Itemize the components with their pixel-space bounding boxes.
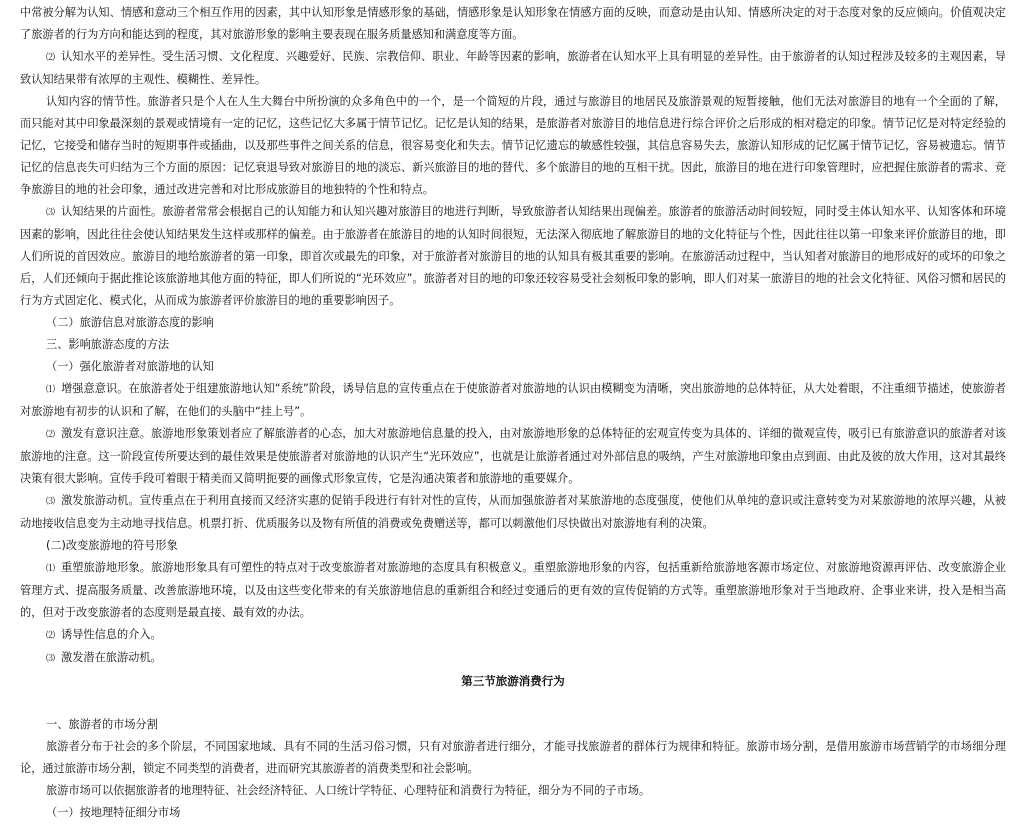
section-heading <box>20 802 1006 824</box>
paragraph-text: 增强意意识。在旅游者处于组建旅游地认知“系统”阶段，诱导信息的宣传重点在于使旅游者对旅游地的认识由模糊变为清晰，突出旅游地的总体特征，从大处着眼，不注重细节描述，使旅游者对旅游地有初步的认识和了解，在他们的头脑中“挂上号”。 <box>20 382 1006 418</box>
paragraph-text: 三、影响旅游态度的方法 <box>46 338 170 351</box>
section-heading <box>20 312 1006 334</box>
body-paragraph <box>20 557 1006 624</box>
section-title <box>20 670 1006 692</box>
body-paragraph <box>20 91 1006 201</box>
paragraph-text: （二）旅游信息对旅游态度的影响 <box>46 316 214 329</box>
body-paragraph <box>20 736 1006 780</box>
section-heading <box>20 714 1006 736</box>
paragraph-text: 诱导性信息的介入。 <box>61 628 162 641</box>
body-paragraph <box>20 647 1006 670</box>
section-heading <box>20 535 1006 557</box>
section-heading <box>20 356 1006 378</box>
paragraph-gap <box>20 692 1006 714</box>
item-number: ⑵ <box>46 631 56 641</box>
paragraph-text: 激发有意识注意。旅游地形象策划者应了解旅游者的心态，加大对旅游地信息量的投入，由对旅游地形象的总体特征的宏观宣传变为具体的、详细的微观宣传，吸引已有旅游意识的旅游者对该旅游地的注意。这一阶段宣传所要达到的最佳效果是使旅游者对旅游地的认识产生“光环效应”，也就是让旅游者通过对外部信息的吸纳，产生对旅游地印象由点到面、由此及彼的放大作用，这对其最终决策有很大影响。宣传手段可着眼于精美而又简明扼要的画像式形象宣传，它是沟通决策者和旅游地的重要媒介。 <box>20 427 1006 485</box>
paragraph-text: 中常被分解为认知、情感和意动三个相互作用的因素，其中认知形象是情感形象的基础，情感形象是认知形象在情感方面的反映，而意动是由认知、情感所决定的对于态度对象的反应倾向。价值观决定了旅游者的行为方向和能达到的程度，其对旅游形象的影响主要表现在服务质量感知和满意度等方面。 <box>20 6 1006 41</box>
paragraph-text: 激发潜在旅游动机。 <box>61 651 162 664</box>
paragraph-text: (二)改变旅游地的符号形象 <box>46 539 178 552</box>
body-paragraph <box>20 780 1006 802</box>
item-number: ⑵ <box>46 430 56 440</box>
item-number: ⑶ <box>46 208 56 218</box>
item-number: ⑶ <box>46 654 56 664</box>
paragraph-text: 认知结果的片面性。旅游者常常会根据自己的认知能力和认知兴趣对旅游目的地进行判断，导致旅游者认知结果出现偏差。旅游者的旅游活动时间较短，同时受主体认知水平、认知客体和环境因素的影响，因此往往会使认知结果发生这样或那样的偏差。由于旅游者在旅游目的地的认知时间很短，无法深入彻底地了解旅游目的地的文化特征与个性，因此往往以第一印象来评价旅游目的地，即人们所说的首因效应。旅游目的地给旅游者的第一印象，即首次或最先的印象，对于旅游者对旅游目的地的认知具有极其重要的影响。在旅游活动过程中，当认知者对旅游目的地形成好的或坏的印象之后，人们还倾向于据此推论该旅游地其他方面的特征，即人们所说的“光环效应”。旅游者对目的地的印象还较容易受社会刻板印象的影响，即人们对某一旅游目的地的社会文化特征、风俗习惯和居民的行为方式固定化、模式化，从而成为旅游者评价旅游目的地的重要影响因子。 <box>20 205 1006 307</box>
body-paragraph <box>20 2 1006 46</box>
paragraph-text: （一）强化旅游者对旅游地的认知 <box>46 360 214 373</box>
item-number: ⑵ <box>46 53 56 63</box>
body-paragraph <box>20 490 1006 535</box>
section-heading <box>20 334 1006 356</box>
paragraph-text: 一、旅游者的市场分割 <box>46 718 158 731</box>
paragraph-text: 认知水平的差异性。受生活习惯、文化程度、兴趣爱好、民族、宗教信仰、职业、年龄等因素的影响，旅游者在认知水平上具有明显的差异性。由于旅游者的认知过程涉及较多的主观因素，导致认知结果带有浓厚的主观性、模糊性、差异性。 <box>20 50 1006 86</box>
paragraph-text: 激发旅游动机。宣传重点在于利用直接而又经济实惠的促销手段进行有针对性的宣传，从而加强旅游者对某旅游地的态度强度，使他们从单纯的意识或注意转变为对某旅游地的浓厚兴趣，从被动地接收信息变为主动地寻找信息。机票打折、优质服务以及物有所值的消费或免费赠送等，都可以刺激他们尽快做出对旅游地有利的决策。 <box>20 494 1006 530</box>
body-paragraph <box>20 378 1006 423</box>
body-paragraph <box>20 624 1006 647</box>
item-number: ⑶ <box>46 497 56 507</box>
paragraph-text: （一）按地理特征细分市场 <box>46 806 181 819</box>
body-paragraph <box>20 201 1006 312</box>
paragraph-text: 旅游者分布于社会的多个阶层，不同国家地域、具有不同的生活习俗习惯，只有对旅游者进行细分，才能寻找旅游者的群体行为规律和特征。旅游市场分割，是借用旅游市场营销学的市场细分理论，通过旅游市场分割，锁定不同类型的消费者，进而研究其旅游者的消费类型和社会影响。 <box>20 740 1006 775</box>
item-number: ⑴ <box>46 385 56 395</box>
paragraph-text: 第三节旅游消费行为 <box>461 674 565 688</box>
body-paragraph <box>20 423 1006 490</box>
paragraph-text: 重塑旅游地形象。旅游地形象具有可塑性的特点对于改变旅游者对旅游地的态度具有积极意义。重塑旅游地形象的内容，包括重新给旅游地客源市场定位、对旅游地资源再评估、改变旅游企业管理方式、提高服务质量、改善旅游地环境，以及由这些变化带来的有关旅游地信息的重新组合和经过变通后的更有效的宣传促销的方式等。重塑旅游地形象对于当地政府、企事业来讲，投入是相当高的，但对于改变旅游者的态度则是最直接、最有效的办法。 <box>20 561 1006 619</box>
paragraph-text: 认知内容的情节性。旅游者只是个人在人生大舞台中所扮演的众多角色中的一个，是一个简短的片段，通过与旅游目的地居民及旅游景观的短暂接触，他们无法对旅游目的地有一个全面的了解，而只能对其中印象最深刻的景观或情境有一定的记忆，这些记忆大多属于情节记忆。记忆是认知的结果，是旅游者对旅游目的地信息进行综合评价之后形成的相对稳定的印象。情节记忆是对特定经验的记忆，它接受和储存当时的短期事件或插曲，以及那些事件之间关系的信息，很容易变化和失去。情节记忆遗忘的敏感性较强，其信息容易失去，旅游认知形成的记忆属于情节记忆，容易被遗忘。情节记忆的信息丧失可归结为三个方面的原因：记忆衰退导致对旅游目的地的淡忘、新兴旅游目的地的替代、多个旅游目的地的互相干扰。因此，旅游目的地在进行印象管理时，应把握住旅游者的需求、竞争旅游目的地的社会印象，通过改进完善和对比形成旅游目的地独特的个性和特点。 <box>20 95 1006 196</box>
paragraph-text: 旅游市场可以依据旅游者的地理特征、社会经济特征、人口统计学特征、心理特征和消费行为特征，细分为不同的子市场。 <box>46 784 651 797</box>
body-paragraph <box>20 46 1006 91</box>
item-number: ⑴ <box>46 564 56 574</box>
